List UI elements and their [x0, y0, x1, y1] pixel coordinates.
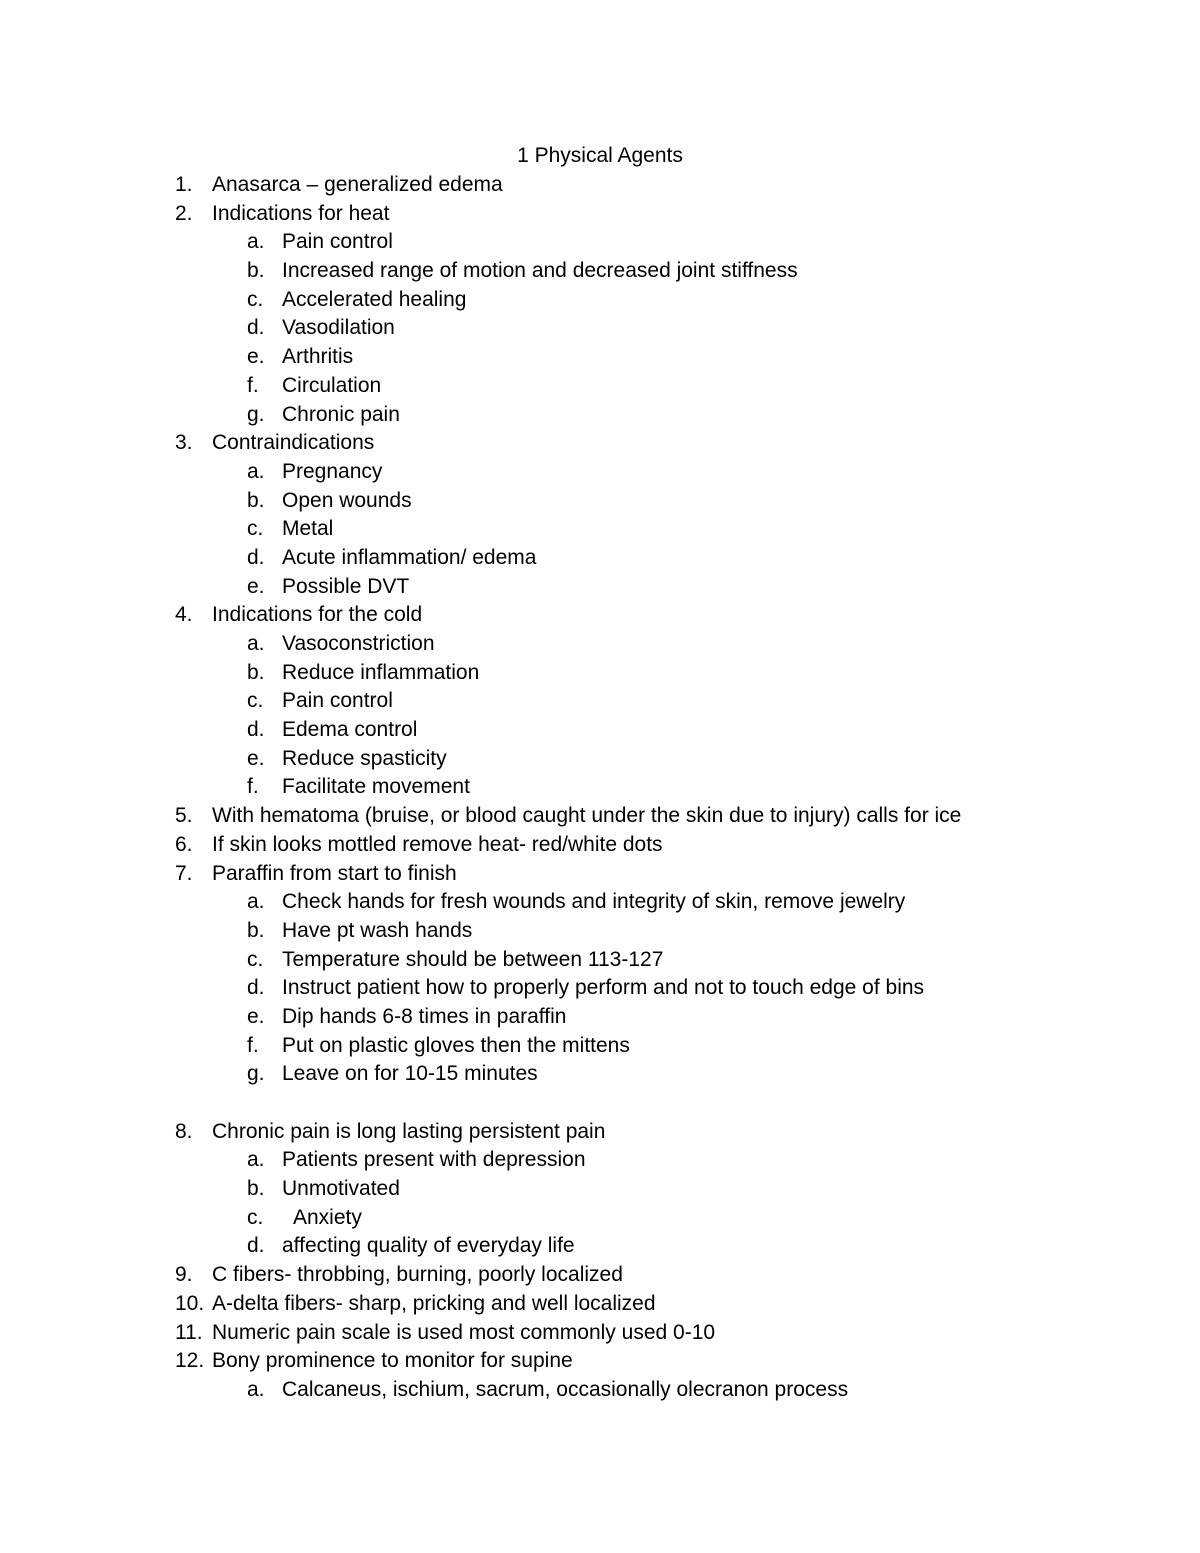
list-marker: 10. [175, 1291, 205, 1315]
list-marker: 8. [175, 1119, 193, 1143]
list-marker: b. [247, 259, 265, 283]
list-item [0, 860, 1200, 889]
list-item-text: Pain control [282, 689, 393, 713]
list-item-text: Check hands for fresh wounds and integrity of skin, remove jewelry [282, 890, 906, 914]
outline-list [0, 171, 1200, 1405]
list-item-text: Calcaneus, ischium, sacrum, occasionally olecranon process [282, 1377, 849, 1401]
list-item [0, 831, 1200, 860]
list-item-text: Vasodilation [282, 316, 395, 340]
sub-list-item [0, 1032, 1200, 1061]
list-item-text: Instruct patient how to properly perform and not to touch edge of bins [282, 976, 925, 1000]
sub-list-item [0, 1003, 1200, 1032]
list-item-text: Dip hands 6-8 times in paraffin [282, 1004, 567, 1028]
list-item-text: Circulation [282, 373, 382, 397]
blank-line [0, 1089, 1200, 1118]
list-item-text: Numeric pain scale is used most commonly used 0-10 [212, 1320, 716, 1344]
list-item-text: C fibers- throbbing, burning, poorly localized [212, 1263, 623, 1287]
list-marker: c. [247, 947, 264, 971]
sub-list-item [0, 745, 1200, 774]
list-marker: 1. [175, 173, 193, 196]
list-item-text: Pain control [282, 230, 393, 254]
sub-list-item [0, 773, 1200, 802]
list-item-text: Possible DVT [282, 574, 410, 598]
list-item [0, 1347, 1200, 1376]
sub-list-item [0, 946, 1200, 975]
list-marker: a. [247, 632, 265, 655]
sub-list-item [0, 630, 1200, 659]
list-item-text: Facilitate movement [282, 775, 470, 799]
sub-list-item [0, 343, 1200, 372]
list-item-text: Reduce inflammation [282, 660, 480, 684]
list-item-text: Unmotivated [282, 1177, 400, 1201]
list-marker: d. [247, 976, 265, 1000]
sub-list-item [0, 1060, 1200, 1089]
list-item [0, 200, 1200, 229]
list-item [0, 1261, 1200, 1290]
list-item-text: Metal [282, 517, 334, 541]
list-item-text: Anasarca – generalized edema [212, 173, 503, 196]
list-item [0, 171, 1200, 200]
list-item-text: Put on plastic gloves then the mittens [282, 1033, 630, 1057]
list-marker: e. [247, 345, 265, 369]
sub-list-item [0, 888, 1200, 917]
sub-list-item [0, 458, 1200, 487]
sub-list-item [0, 228, 1200, 257]
list-marker: d. [247, 316, 265, 340]
list-item-text: Accelerated healing [282, 287, 467, 311]
list-marker: 2. [175, 201, 193, 225]
sub-list-item [0, 573, 1200, 602]
list-marker: c. [247, 287, 264, 311]
list-marker: a. [247, 890, 265, 914]
list-item-text: Have pt wash hands [282, 918, 473, 942]
list-marker: c. [247, 1205, 264, 1229]
list-marker: 7. [175, 861, 193, 885]
list-item-text: Open wounds [282, 488, 412, 512]
list-marker: f. [247, 775, 259, 799]
list-marker: e. [247, 1004, 265, 1028]
sub-list-item [0, 257, 1200, 286]
list-item [0, 802, 1200, 831]
list-marker: d. [247, 718, 265, 742]
list-item-text: Indications for the cold [212, 603, 423, 627]
list-marker: b. [247, 488, 265, 512]
list-item-text: Increased range of motion and decreased joint stiffness [282, 259, 798, 283]
sub-list-item [0, 716, 1200, 745]
list-item-text: If skin looks mottled remove heat- red/white dots [212, 832, 663, 856]
list-marker: 4. [175, 603, 193, 627]
sub-list-item [0, 487, 1200, 516]
list-marker: c. [247, 689, 264, 713]
sub-list-item [0, 401, 1200, 430]
list-marker: e. [247, 574, 265, 598]
list-item-text: With hematoma (bruise, or blood caught under the skin due to injury) calls for ice [212, 804, 962, 828]
list-marker: 12. [175, 1349, 205, 1373]
list-item-text: Pregnancy [282, 459, 383, 483]
sub-list-item [0, 515, 1200, 544]
list-marker: a. [247, 459, 265, 483]
list-item-text: Acute inflammation/ edema [282, 545, 537, 569]
sub-list-item [0, 1376, 1200, 1405]
list-marker: f. [247, 1033, 259, 1057]
list-item [0, 1118, 1200, 1147]
sub-list-item [0, 314, 1200, 343]
list-item [0, 1290, 1200, 1319]
list-marker: 6. [175, 832, 193, 856]
list-marker: g. [247, 1062, 265, 1086]
sub-list-item [0, 1146, 1200, 1175]
list-item-text: Edema control [282, 718, 418, 742]
list-marker: a. [247, 1148, 265, 1172]
list-item-text: Contraindications [212, 431, 375, 455]
sub-list-item [0, 659, 1200, 688]
list-item-text: Leave on for 10-15 minutes [282, 1062, 538, 1086]
list-item-text: Vasoconstriction [282, 632, 435, 655]
list-marker: d. [247, 1234, 265, 1258]
list-item-text: Chronic pain is long lasting persistent pain [212, 1119, 606, 1143]
list-item-text: Chronic pain [282, 402, 400, 426]
list-marker: g. [247, 402, 265, 426]
list-item-text: affecting quality of everyday life [282, 1234, 575, 1258]
list-marker: f. [247, 373, 259, 397]
sub-list-item [0, 1232, 1200, 1261]
list-item-text: A-delta fibers- sharp, pricking and well localized [212, 1291, 656, 1315]
sub-list-item [0, 687, 1200, 716]
list-marker: b. [247, 660, 265, 684]
sub-list-item [0, 286, 1200, 315]
list-item-text: Paraffin from start to finish [212, 861, 457, 885]
sub-list-item [0, 1175, 1200, 1204]
list-item-text: Patients present with depression [282, 1148, 586, 1172]
list-marker: 3. [175, 431, 193, 455]
list-item-text: Indications for heat [212, 201, 390, 225]
list-marker: 11. [175, 1320, 203, 1344]
page-title: 1 Physical Agents [517, 144, 683, 167]
list-item-text: Temperature should be between 113-127 [282, 947, 664, 971]
sub-list-item [0, 544, 1200, 573]
list-marker: a. [247, 230, 265, 254]
sub-list-item [0, 917, 1200, 946]
list-marker: b. [247, 918, 265, 942]
list-item [0, 1319, 1200, 1348]
list-item-text: Reduce spasticity [282, 746, 447, 770]
sub-list-item [0, 372, 1200, 401]
list-marker: d. [247, 545, 265, 569]
sub-list-item [0, 1204, 1200, 1233]
list-item [0, 601, 1200, 630]
list-item-text: Anxiety [293, 1205, 362, 1229]
list-marker: a. [247, 1377, 265, 1401]
list-marker: 9. [175, 1263, 193, 1287]
list-item [0, 429, 1200, 458]
list-item-text: Bony prominence to monitor for supine [212, 1349, 573, 1373]
list-marker: c. [247, 517, 264, 541]
list-item-text: Arthritis [282, 345, 354, 369]
list-marker: 5. [175, 804, 193, 828]
list-marker: e. [247, 746, 265, 770]
list-marker: b. [247, 1177, 265, 1201]
sub-list-item [0, 974, 1200, 1003]
